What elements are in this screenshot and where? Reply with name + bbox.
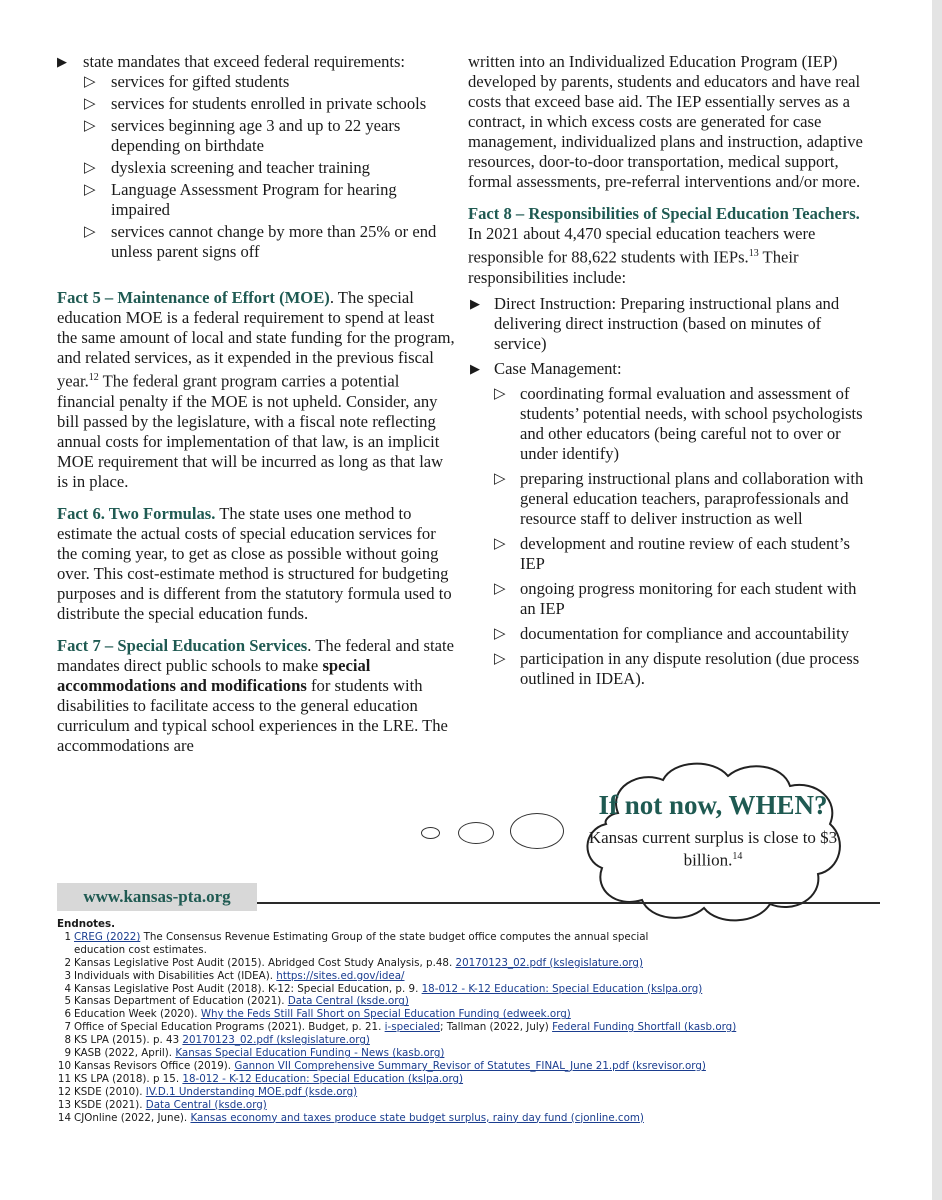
cloud-headline: If not now, WHEN? xyxy=(598,790,828,820)
fact8-title: Fact 8 – Responsibilities of Special Education Teachers. xyxy=(468,204,860,223)
left-column xyxy=(57,52,455,756)
footnote-ref: 12 xyxy=(88,372,99,383)
fact6-paragraph: Fact 6. Two Formulas. The state uses one method to estimate the actual costs of special education services for the coming year, to get as close as possible without going over. This cost-estimate method is structured for budgeting purposes and is different from the statutory formula used to distribute the special education funds. xyxy=(57,503,452,623)
open-triangle-icon: ▷ xyxy=(494,535,506,552)
endnote-item: 14 CJOnline (2022, June). Kansas economy and taxes produce state budget surplus, rainy day fund (cjonline.com) xyxy=(57,1111,644,1124)
triangle-bullet-icon: ▶ xyxy=(57,54,67,69)
endnote-link[interactable]: Data Central (ksde.org) xyxy=(145,1098,267,1111)
endnote-item: 11 KS LPA (2018). p 15. 18-012 - K-12 Education: Special Education (kslpa.org) xyxy=(57,1072,464,1085)
page-edge xyxy=(932,0,942,1200)
open-triangle-icon: ▷ xyxy=(84,160,96,176)
list-item: ▷ services cannot change by more than 25% or end unless parent signs off xyxy=(84,222,437,261)
open-triangle-icon: ▷ xyxy=(84,224,96,240)
open-triangle-icon: ▷ xyxy=(84,74,96,90)
endnote-link[interactable]: https://sites.ed.gov/idea/ xyxy=(276,969,405,982)
endnote-item: 3 Individuals with Disabilities Act (IDEA). https://sites.ed.gov/idea/ xyxy=(64,969,405,982)
open-triangle-icon: ▷ xyxy=(494,625,506,642)
endnote-item: 5 Kansas Department of Education (2021). Data Central (ksde.org) xyxy=(64,995,409,1008)
endnote-link[interactable]: 18-012 - K-12 Education: Special Education (kslpa.org) xyxy=(421,982,703,995)
list-item: ▷ services beginning age 3 and up to 22 years depending on birthdate xyxy=(84,116,401,155)
endnotes-title: Endnotes. xyxy=(57,918,116,930)
fact6-title: Fact 6. Two Formulas. xyxy=(57,503,216,523)
endnote-item: 8 KS LPA (2015). p. 43 20170123_02.pdf (kslegislature.org) xyxy=(64,1034,370,1047)
list-item: ▷ services for gifted students xyxy=(84,72,290,91)
fact7-paragraph: Fact 7 – Special Education Services. The federal and state mandates direct public schools to make special accommodations and modifications for students with disabilities to facilitate access to the general education curriculum and typical school experiences in the LRE. The accommodations are xyxy=(57,635,454,755)
endnote-item: 13 KSDE (2021). Data Central (ksde.org) xyxy=(57,1098,267,1111)
list-item: ▷ Language Assessment Program for hearing impaired xyxy=(84,180,397,219)
endnote-item: 1 CREG (2022) The Consensus Revenue Estimating Group of the state budget office computes the annual special education cost estimates. xyxy=(64,930,649,956)
endnote-link[interactable]: Gannon VII Comprehensive Summary_Revisor of Statutes_FINAL_June 21.pdf (ksrevisor.org) xyxy=(234,1059,706,1072)
fact7-title: Fact 7 – Special Education Services xyxy=(57,635,308,655)
footnote-ref: 14 xyxy=(732,851,743,862)
triangle-bullet-icon: ▶ xyxy=(470,295,480,311)
list-item: ▷ services for students enrolled in private schools xyxy=(84,94,427,113)
fact8-paragraph: Fact 8 – Responsibilities of Special Education Teachers. In 2021 about 4,470 special education teachers were responsible for 88,622 students with IEPs.$^{13}$ Their responsibilities include: xyxy=(468,204,860,287)
thought-bubble-large xyxy=(510,813,564,849)
endnote-link[interactable]: Federal Funding Shortfall (kasb.org) xyxy=(552,1021,737,1034)
open-triangle-icon: ▷ xyxy=(84,96,96,112)
endnote-item: 7 Office of Special Education Programs (2021). Budget, p. 21. i-specialed; Tallman (2022, July) Federal Funding Shortfall (kasb.org) xyxy=(64,1021,737,1034)
open-triangle-icon: ▷ xyxy=(494,650,506,667)
endnote-link[interactable]: 20170123_02.pdf (kslegislature.org) xyxy=(455,956,643,969)
thought-bubble-small xyxy=(421,827,440,839)
website-banner[interactable]: www.kansas-pta.org xyxy=(57,883,257,911)
case-management-bullet: ▶ Case Management: xyxy=(470,358,622,378)
open-triangle-icon: ▷ xyxy=(494,385,506,402)
endnote-link[interactable]: IV.D.1 Understanding MOE.pdf (ksde.org) xyxy=(145,1085,358,1098)
fact5-paragraph: Fact 5 – Maintenance of Effort (MOE). The special education MOE is a federal requirement to spend at least the same amount of local and state funding for the program, and related services, as it expended in the previous fiscal year.$^{12}$ The federal grant program carries a potential financial penalty if the MOE is not upheld. Consider, any bill passed by the legislature, with a fiscal note reflecting annual costs for implementation of that law, is an implicit MOE requirement that will be incurred as long as that law is in place. xyxy=(57,288,455,491)
endnote-link[interactable]: i-specialed xyxy=(384,1021,441,1034)
direct-instruction-bullet: ▶ Direct Instruction: Preparing instructional plans and delivering direct instruction (based on minutes of service) xyxy=(470,293,840,353)
endnote-link[interactable]: Data Central (ksde.org) xyxy=(287,995,409,1008)
mandates-heading: state mandates that exceed federal requirements: xyxy=(83,52,406,71)
cloud-subtext: Kansas current surplus is close to $3 billion.$^{14}$ xyxy=(588,828,838,870)
endnote-item: 2 Kansas Legislative Post Audit (2015). Abridged Cost Study Analysis, p.48. 20170123_02.pdf (kslegislature.org) xyxy=(64,956,643,969)
list-item: ▷ coordinating formal evaluation and assessment of students’ potential needs, with school psychologists and other educators (being careful not to over or under identify) xyxy=(494,383,863,463)
endnotes xyxy=(57,918,877,1125)
triangle-bullet-icon: ▶ xyxy=(470,360,480,376)
endnote-item: 9 KASB (2022, April). Kansas Special Education Funding - News (kasb.org) xyxy=(64,1047,445,1060)
footnote-ref: 13 xyxy=(748,248,759,259)
open-triangle-icon: ▷ xyxy=(84,118,96,134)
fact5-title: Fact 5 – Maintenance of Effort (MOE) xyxy=(57,288,330,307)
open-triangle-icon: ▷ xyxy=(494,470,506,487)
list-item: ▷ ongoing progress monitoring for each student with an IEP xyxy=(494,578,857,618)
list-item: ▷ documentation for compliance and accountability xyxy=(494,623,849,643)
list-item: ▷ participation in any dispute resolution (due process outlined in IDEA). xyxy=(494,648,860,688)
endnote-link[interactable]: Why the Feds Still Fall Short on Special Education Funding (edweek.org) xyxy=(200,1008,571,1021)
endnote-item: 6 Education Week (2020). Why the Feds Still Fall Short on Special Education Funding (edweek.org) xyxy=(64,1008,571,1021)
open-triangle-icon: ▷ xyxy=(84,182,96,198)
cloud-callout xyxy=(588,790,838,870)
endnote-link[interactable]: Kansas Special Education Funding - News (kasb.org) xyxy=(175,1047,445,1060)
endnote-item: 4 Kansas Legislative Post Audit (2018). K-12: Special Education, p. 9. 18-012 - K-12 Education: Special Education (kslpa.org) xyxy=(64,982,703,995)
endnote-item: 10 Kansas Revisors Office (2019). Gannon VII Comprehensive Summary_Revisor of Statutes_FINAL_June 21.pdf (ksrevisor.org) xyxy=(57,1059,706,1072)
iep-intro: written into an Individualized Education Program (IEP) developed by parents, students and educators and have real costs that exceed base aid. The IEP essentially serves as a contract, in which excess costs are generated for case management, individualized plans and instruction, adaptive resources, door-to-door transportation, medical support, formal assessments, pre-referral interventions and/or more. xyxy=(468,52,863,191)
endnote-link[interactable]: 20170123_02.pdf (kslegislature.org) xyxy=(182,1034,370,1047)
open-triangle-icon: ▷ xyxy=(494,580,506,597)
endnote-link[interactable]: Kansas economy and taxes produce state budget surplus, rainy day fund (cjonline.com) xyxy=(190,1111,644,1124)
endnote-link[interactable]: CREG (2022) xyxy=(74,930,141,943)
endnote-link[interactable]: 18-012 - K-12 Education: Special Education (kslpa.org) xyxy=(182,1072,464,1085)
thought-bubble-medium xyxy=(458,822,494,844)
endnote-item: 12 KSDE (2010). IV.D.1 Understanding MOE.pdf (ksde.org) xyxy=(57,1085,358,1098)
list-item: ▷ development and routine review of each student’s IEP xyxy=(494,533,850,573)
mandates-bullet xyxy=(57,52,455,72)
list-item: ▷ dyslexia screening and teacher training xyxy=(84,158,370,177)
right-column xyxy=(468,52,868,694)
list-item: ▷ preparing instructional plans and collaboration with general education teachers, paraprofessionals and resource staff to deliver instruction as well xyxy=(494,468,864,528)
